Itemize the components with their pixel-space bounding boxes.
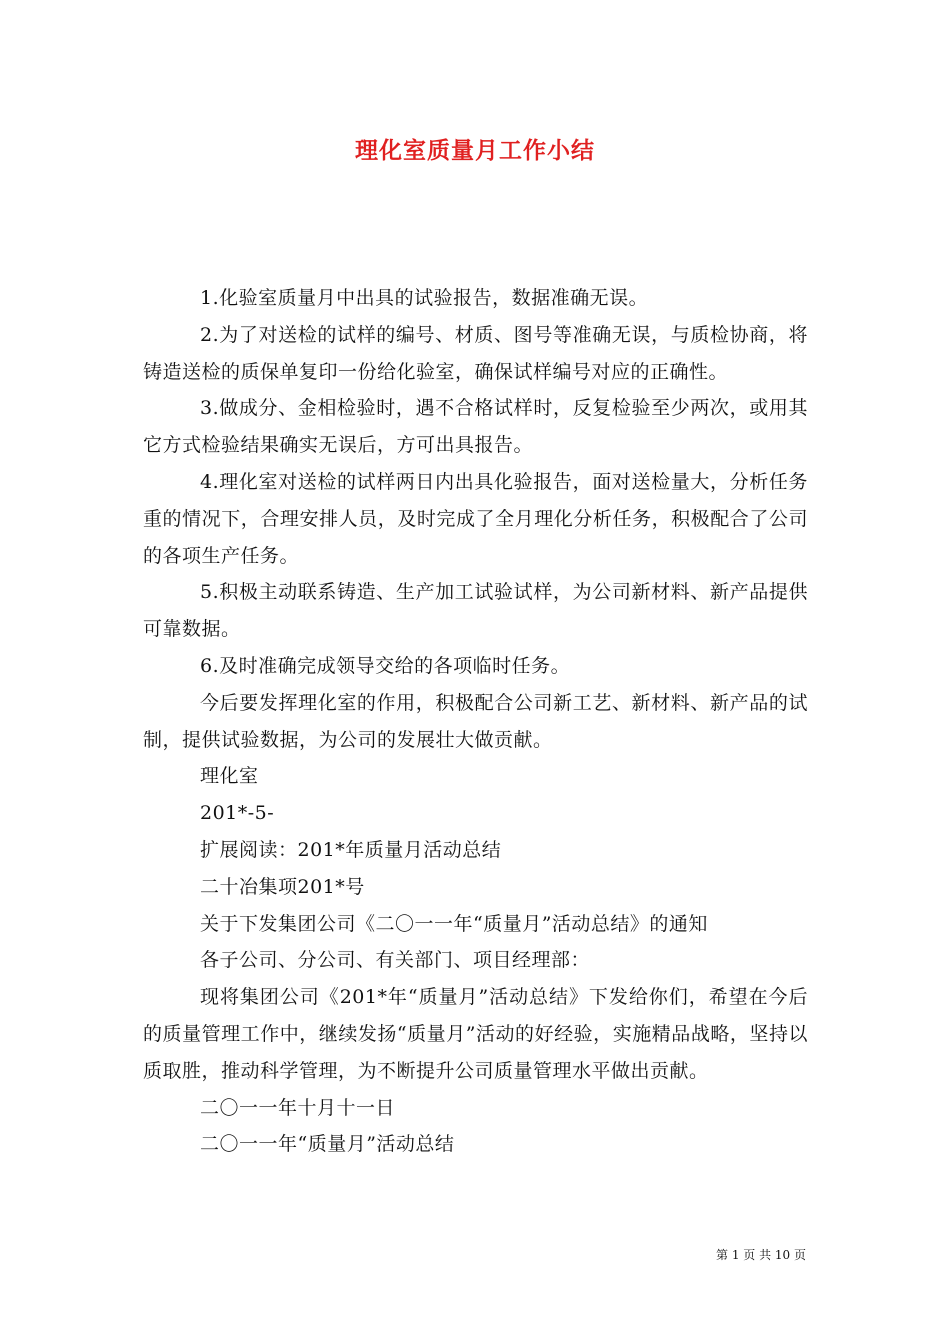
signature-department: 理化室 xyxy=(200,765,259,788)
notice-date: 二〇一一年十月十一日 xyxy=(200,1096,396,1119)
summary-heading: 二〇一一年“质量月”活动总结 xyxy=(200,1133,455,1156)
notice-recipients: 各子公司、分公司、有关部门、项目经理部： xyxy=(200,949,591,972)
notice-body: 现将集团公司《201*年“质量月”活动总结》下发给你们，希望在今后的质量管理工作中，继续发扬“质量月”活动的好经验，实施精品战略，坚持以质取胜，推动科学管理，为不断提升公司质量管理水平做出贡献。 xyxy=(143,986,808,1082)
document-title: 理化室质量月工作小结 xyxy=(355,137,595,164)
paragraph-item-3: 3.做成分、金相检验时，遇不合格试样时，反复检验至少两次，或用其它方式检验结果确实无误后，方可出具报告。 xyxy=(143,397,808,457)
paragraph-item-6: 6.及时准确完成领导交给的各项临时任务。 xyxy=(200,654,571,677)
signature-date: 201*-5- xyxy=(200,802,275,825)
paragraph-item-5: 5.积极主动联系铸造、生产加工试验试样，为公司新材料、新产品提供可靠数据。 xyxy=(143,581,808,641)
paragraph-item-4: 4.理化室对送检的试样两日内出具化验报告，面对送检量大，分析任务重的情况下，合理安排人员，及时完成了全月理化分析任务，积极配合了公司的各项生产任务。 xyxy=(143,470,808,567)
notice-title: 关于下发集团公司《二〇一一年“质量月”活动总结》的通知 xyxy=(200,912,708,935)
paragraph-outlook: 今后要发挥理化室的作用，积极配合公司新工艺、新材料、新产品的试制，提供试验数据，为公司的发展壮大做贡献。 xyxy=(143,691,808,751)
document-number: 二十冶集项201*号 xyxy=(200,875,365,898)
paragraph-item-2: 2.为了对送检的试样的编号、材质、图号等准确无误，与质检协商，将铸造送检的质保单复印一份给化验室，确保试样编号对应的正确性。 xyxy=(143,323,808,383)
page-number: 第 1 页 共 10 页 xyxy=(716,1248,806,1262)
paragraph-item-1: 1.化验室质量月中出具的试验报告，数据准确无误。 xyxy=(200,287,649,309)
document-body xyxy=(143,280,808,1163)
extended-reading-heading: 扩展阅读：201*年质量月活动总结 xyxy=(200,838,502,861)
